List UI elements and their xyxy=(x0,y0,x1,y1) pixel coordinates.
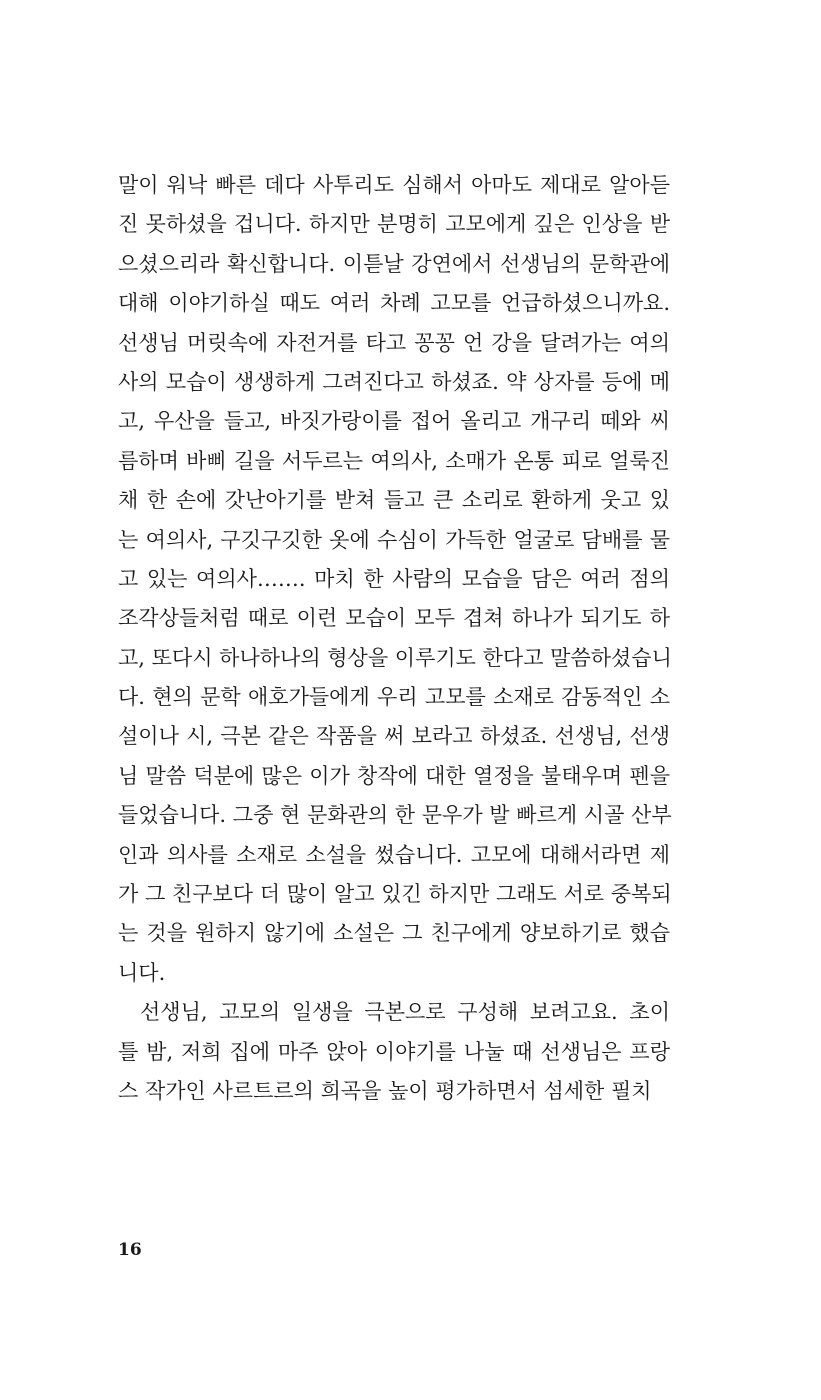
text-line: 진 못하셨을 겁니다. 하지만 분명히 고모에게 깊은 인상을 받 xyxy=(118,212,670,237)
text-line: 니다. xyxy=(118,960,166,985)
text-line: 는 여의사, 구깃구깃한 옷에 수심이 가득한 얼굴로 담배를 물 xyxy=(118,527,670,552)
text-line: 선생님 머릿속에 자전거를 타고 꽁꽁 언 강을 달려가는 여의 xyxy=(118,330,670,355)
text-line: 고, 또다시 하나하나의 형상을 이루기도 한다고 말씀하셨습니 xyxy=(118,645,672,670)
text-line: 선생님, 고모의 일생을 극본으로 구성해 보려고요. 초이 xyxy=(140,1000,670,1025)
text-line: 사의 모습이 생생하게 그려진다고 하셨죠. 약 상자를 등에 메 xyxy=(118,369,670,394)
text-line: 고 있는 여의사……. 마치 한 사람의 모습을 담은 여러 점의 xyxy=(118,566,670,591)
text-line: 대해 이야기하실 때도 여러 차례 고모를 언급하셨으니까요. xyxy=(118,291,670,316)
text-line: 고, 우산을 들고, 바짓가랑이를 접어 올리고 개구리 떼와 씨 xyxy=(118,409,670,434)
text-line: 설이나 시, 극본 같은 작품을 써 보라고 하셨죠. 선생님, 선생 xyxy=(118,724,670,749)
text-line: 인과 의사를 소재로 소설을 썼습니다. 고모에 대해서라면 제 xyxy=(118,842,670,867)
text-line: 님 말씀 덕분에 많은 이가 창작에 대한 열정을 불태우며 펜을 xyxy=(118,763,670,788)
paragraph xyxy=(118,993,670,1111)
text-line: 틀 밤, 저희 집에 마주 앉아 이야기를 나눌 때 선생님은 프랑 xyxy=(118,1039,670,1064)
text-line: 가 그 친구보다 더 많이 알고 있긴 하지만 그래도 서로 중복되 xyxy=(118,882,672,907)
text-line: 채 한 손에 갓난아기를 받쳐 들고 큰 소리로 환하게 웃고 있 xyxy=(118,488,670,513)
text-line: 조각상들처럼 때로 이런 모습이 모두 겹쳐 하나가 되기도 하 xyxy=(118,606,670,631)
text-line: 름하며 바삐 길을 서두르는 여의사, 소매가 온통 피로 얼룩진 xyxy=(118,448,670,473)
page-number: 16 xyxy=(118,1240,142,1260)
text-line: 말이 워낙 빠른 데다 사투리도 심해서 아마도 제대로 알아듣 xyxy=(118,173,670,197)
text-line: 들었습니다. 그중 현 문화관의 한 문우가 발 빠르게 시골 산부 xyxy=(118,803,672,828)
paragraph xyxy=(118,166,670,993)
text-line: 는 것을 원하지 않기에 소설은 그 친구에게 양보하기로 했습 xyxy=(118,921,670,946)
text-line: 스 작가인 사르트르의 희곡을 높이 평가하면서 섬세한 필치 xyxy=(118,1078,652,1103)
text-line: 다. 현의 문학 애호가들에게 우리 고모를 소재로 감동적인 소 xyxy=(118,685,670,710)
text-line: 으셨으리라 확신합니다. 이튿날 강연에서 선생님의 문학관에 xyxy=(118,251,670,276)
body-text xyxy=(118,166,670,1111)
